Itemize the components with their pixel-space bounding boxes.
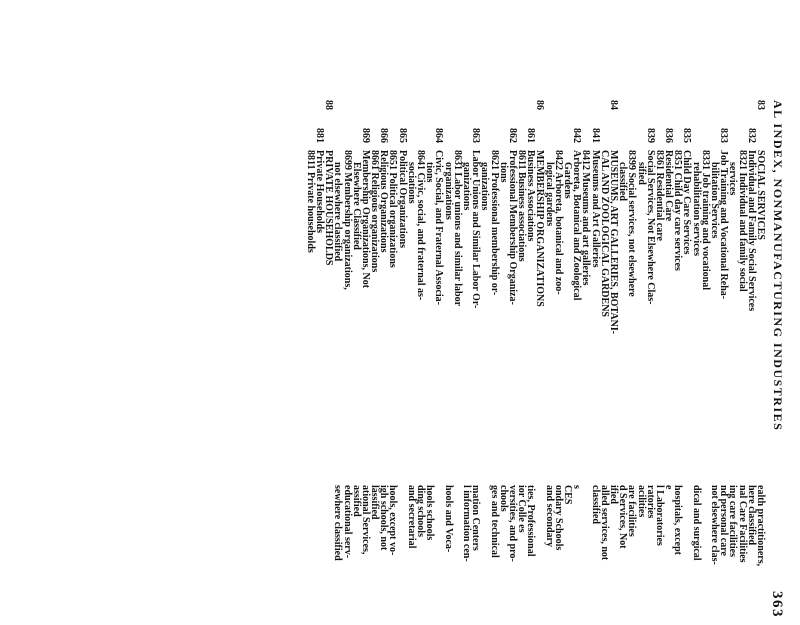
index-entry: [747, 100, 756, 400]
left-column: [333, 485, 765, 625]
entry-text: not elsewhere classified: [332, 162, 344, 262]
page-header: [767, 100, 785, 618]
left-index-entry: dical and surgical: [690, 485, 702, 561]
entry-text: 8661 Religious organizations: [369, 150, 381, 273]
left-index-entry: acilities: [635, 485, 647, 518]
entry-text: 8361 Residential care: [653, 150, 665, 241]
left-index-entry: versities, and pro-: [506, 485, 518, 562]
left-index-entry: l information cen-: [461, 485, 472, 562]
left-index-entry: e: [663, 485, 675, 490]
index-entry: [306, 100, 315, 400]
entry-text: 8631 Labor unions and similar labor: [451, 150, 463, 307]
left-index-entry: are facilities: [626, 485, 638, 537]
index-entry: [453, 100, 462, 400]
entry-text: 8641 Civic, social, and fraternal as-: [415, 150, 427, 301]
left-index-entry: ealth practitioners,: [755, 485, 766, 567]
left-index-entry: chools: [497, 485, 509, 512]
left-index-entry: nal Care Facilities: [736, 485, 748, 563]
left-index-entry: ondary Schools: [552, 485, 564, 551]
entry-text: Labor Unions and Similar Labor Or-: [470, 150, 482, 309]
entry-text: Arboreta, Botanical and Zoological: [571, 150, 583, 301]
running-title: AL INDEX, NONMANUFACTURING INDUSTRIES: [771, 100, 785, 432]
industry-group-code: 866: [378, 128, 390, 143]
entry-text: 8699 Membership organizations,: [341, 150, 353, 290]
entry-text: classified: [617, 162, 629, 201]
entry-text: SOCIAL SERVICES: [755, 150, 766, 240]
index-entry: [590, 100, 599, 400]
index-entry: [398, 100, 407, 400]
left-index-entry: ational Services,: [359, 485, 371, 555]
left-index-entry: ratories: [644, 485, 656, 519]
entry-text: tions: [424, 162, 436, 183]
entry-text: 8422 Arboreta, botanical and zoo-: [552, 150, 564, 295]
industry-group-code: 836: [663, 128, 675, 143]
entry-text: bilitation Services: [709, 162, 721, 239]
left-index-entry: ified: [608, 485, 619, 504]
major-group-code: 83: [755, 100, 766, 110]
index-entry: [600, 100, 609, 400]
index-entry: [581, 100, 590, 400]
left-index-entry: d Services, Not: [617, 485, 629, 549]
industry-group-code: 869: [359, 128, 371, 143]
index-entry: [609, 100, 618, 400]
entry-text: MUSEUMS, ART GALLERIES, BOTANI-: [608, 150, 619, 335]
entry-text: Residential Care: [663, 150, 675, 222]
left-index-entry: ior Colle es: [516, 485, 528, 533]
entry-text: CAL AND ZOOLOGICAL GARDENS: [598, 150, 610, 317]
entry-text: PRIVATE HOUSEHOLDS: [323, 150, 335, 266]
left-index-entry: hools, except vo-: [387, 485, 399, 556]
industry-group-code: 861: [525, 128, 537, 143]
entry-text: 8412 Museums and art galleries: [580, 150, 592, 286]
entry-text: rehabilitation services: [690, 162, 702, 256]
entry-text: tions: [497, 162, 509, 183]
entry-text: Private Households: [314, 150, 325, 234]
entry-text: 8651 Political organizations: [387, 150, 399, 268]
entry-text: sified: [635, 162, 647, 185]
industry-group-code: 835: [681, 128, 693, 143]
index-entry: [342, 100, 351, 400]
left-index-entry: nd personal care: [718, 485, 730, 556]
entry-text: Membership Organizations, Not: [359, 150, 371, 289]
index-entry: [554, 100, 563, 400]
industry-group-code: 862: [506, 128, 518, 143]
left-index-entry: igh schools, not: [378, 485, 390, 551]
index-entry: [333, 100, 342, 400]
left-index-entry: educational serv-: [341, 485, 353, 559]
entry-text: 8331 Job training and vocational: [699, 150, 711, 291]
index-entry: [692, 100, 701, 400]
index-entry: [388, 100, 397, 400]
index-entry: [471, 100, 480, 400]
left-index-entry: sewhere classified: [332, 485, 344, 561]
left-index-entry: and secondary: [543, 485, 555, 547]
left-index-entry: [480, 485, 489, 625]
left-index-entry: hospitals, except: [672, 485, 684, 555]
entry-text: services: [727, 162, 739, 196]
entry-text: Business Associations: [525, 150, 537, 242]
index-entry: [756, 100, 765, 400]
index-entry: [434, 100, 443, 400]
left-index-entry: ing care facilities: [727, 485, 739, 558]
industry-group-code: 841: [589, 128, 601, 143]
industry-group-code: 863: [470, 128, 482, 143]
index-entry: [673, 100, 682, 400]
index-entry: [719, 100, 728, 400]
entry-text: Social Services, Not Elsewhere Clas-: [644, 150, 656, 305]
entry-text: Museums and Art Galleries: [589, 150, 601, 268]
entry-text: logical gardens: [543, 162, 555, 227]
industry-group-code: 833: [718, 128, 730, 143]
entry-text: ganizations: [461, 162, 472, 211]
entry-text: Civic, Social, and Fraternal Associa-: [433, 150, 445, 305]
left-index-entry: ding schools: [415, 485, 427, 537]
left-index-entry: l Laboratories: [653, 485, 665, 546]
index-entry: [682, 100, 691, 400]
left-index-entry: hools schools: [424, 485, 436, 541]
entry-text: Job Training and Vocational Reha-: [718, 150, 730, 300]
index-entry: [379, 100, 388, 400]
index-entry: [370, 100, 379, 400]
entry-text: Political Organizations: [396, 150, 408, 249]
index-entry: [489, 100, 498, 400]
entry-text: Child Day Care Services: [681, 150, 693, 255]
entry-text: 8351 Child day care services: [672, 150, 684, 271]
left-index-entry: classified: [589, 485, 601, 524]
entry-text: 8399 Social services, not elsewhere: [626, 150, 638, 297]
left-index-entry: lassified: [369, 485, 381, 520]
industry-group-code: 832: [745, 128, 757, 143]
major-group-code: 88: [323, 100, 335, 110]
index-entry: [324, 100, 333, 400]
entry-text: sociations: [405, 162, 417, 204]
entry-text: 8611 Business associations: [516, 150, 528, 262]
left-index-entry: alled services, not: [598, 485, 610, 561]
entry-text: ganizations: [479, 162, 491, 211]
industry-group-code: 839: [644, 128, 656, 143]
index-entry: [646, 100, 655, 400]
left-index-entry: not elsewhere clas-: [709, 485, 721, 565]
major-group-code: 84: [608, 100, 619, 110]
major-group-code: 86: [534, 100, 546, 110]
index-entry: [361, 100, 370, 400]
left-index-entry: here classified: [745, 485, 757, 546]
left-index-entry: s: [571, 485, 583, 489]
entry-text: organizations: [442, 162, 454, 220]
index-entry: [508, 100, 517, 400]
entry-text: 8811 Private households: [304, 150, 316, 253]
index-entry: [517, 100, 526, 400]
page-number: 363: [769, 591, 785, 618]
entry-text: Religious Organizations: [378, 150, 390, 253]
index-entry: [627, 100, 636, 400]
right-column: [306, 100, 765, 400]
index-entry: [535, 100, 544, 400]
entry-text: 8321 Individual and family social: [736, 150, 748, 292]
left-index-entry: mation Centers: [470, 485, 482, 551]
index-entry: [655, 100, 664, 400]
left-index-entry: hools and Voca-: [442, 485, 454, 553]
left-index-entry: and secretarial: [405, 485, 417, 549]
industry-group-code: 842: [571, 128, 583, 143]
industry-group-code: 864: [433, 128, 445, 143]
index-entry: [701, 100, 710, 400]
index-entry: [572, 100, 581, 400]
entry-text: Gardens: [562, 162, 574, 199]
entry-text: MEMBERSHIP ORGANIZATIONS: [534, 150, 546, 307]
left-index-entry: assified: [350, 485, 362, 517]
left-index-entry: ges and technical: [488, 485, 500, 558]
rotated-page-content: [285, 100, 785, 618]
industry-group-code: 881: [314, 128, 325, 143]
entry-text: Professional Membership Organiza-: [506, 150, 518, 305]
entry-text: 8621 Professional membership or-: [488, 150, 500, 296]
index-entry: [416, 100, 425, 400]
entry-text: Elsewhere Classified: [350, 162, 362, 250]
entry-text: Individual and Family Social Services: [745, 150, 757, 312]
index-entry: [737, 100, 746, 400]
left-index-entry: CES: [562, 485, 574, 505]
industry-group-code: 865: [396, 128, 408, 143]
left-index-entry: ties, Professional: [525, 485, 537, 557]
